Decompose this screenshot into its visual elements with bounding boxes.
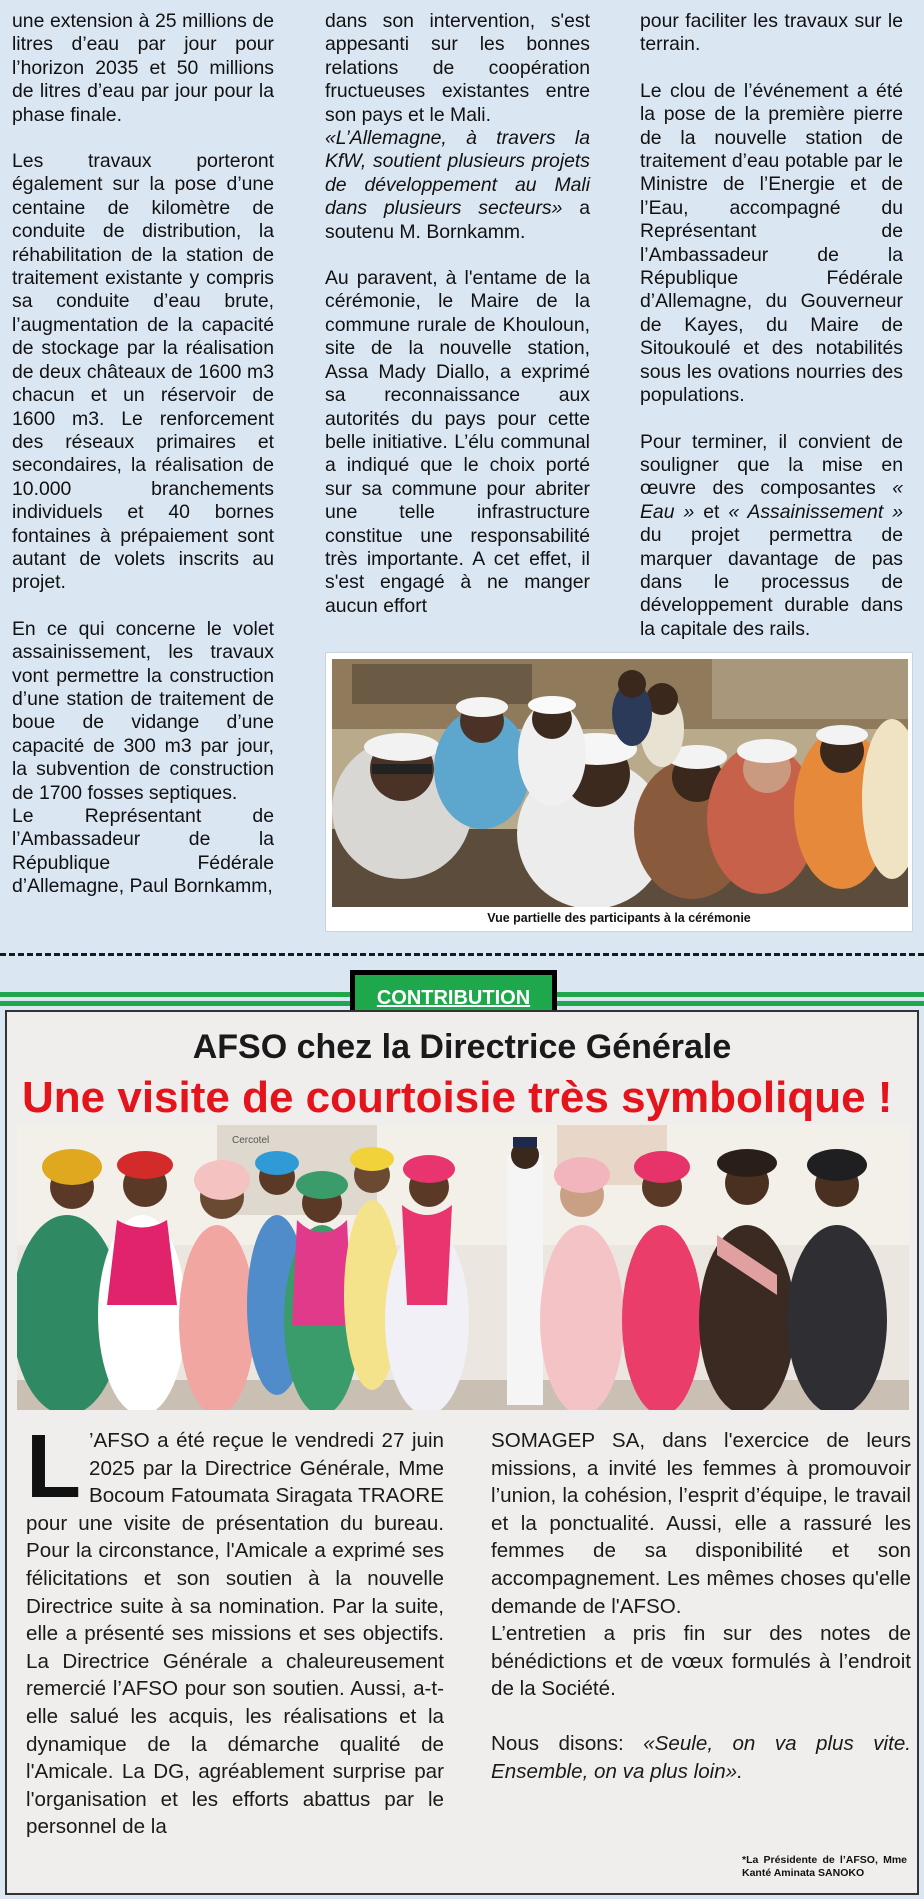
drop-cap: L (26, 1417, 81, 1517)
quote-paragraph (325, 127, 590, 244)
article-column-2 (325, 10, 590, 641)
closing-quote: «Seule, on va plus vite. Ensemble, on va plus loin». (491, 1731, 911, 1783)
group-photo (17, 1125, 909, 1410)
paragraph: En ce qui concerne le volet assainissement, les travaux vont permettre la construction d’une station de traitement de boue de vidange d’une capacité de 300 m3 par jour, la subvention de construction de 1700 fosses septiques. (12, 617, 274, 804)
paragraph: SOMAGEP SA, dans l'exercice de leurs missions, a invité les femmes à promouvoir l’union, la cohésion, l’esprit d’équipe, le travail et la ponctualité. Aussi, elle a rassuré les femmes de sa disponibilité et son accompagnement. Les mêmes choses qu'elle demande de l'AFSO. (491, 1429, 911, 1618)
article-column-1 (26, 1417, 444, 1841)
paragraph: Le clou de l’événement a été la pose de la première pierre de la nouvelle station de traitement d’eau potable par le Ministre de l’Energie et de l’Eau, accompagné du Représentant de l’Ambassadeur de la République Fédérale d’Allemagne, du Gouverneur de Kayes, du Maire de Sitoukoulé et des notabilités sous les ovations nourries des populations. (640, 79, 903, 407)
closing-paragraph: Nous disons: «Seule, on va plus vite. Ensemble, on va plus loin». (491, 1731, 911, 1783)
photo-caption: Vue partielle des participants à la cérémonie (487, 911, 751, 925)
article-column-2 (491, 1427, 911, 1812)
author-signature: *La Présidente de l’AFSO, Mme Kanté Aminata SANOKO (742, 1854, 907, 1879)
article-column-3 (640, 10, 903, 664)
wall-sign-text: Cercotel (232, 1135, 270, 1146)
participants-image (332, 659, 908, 907)
paragraph: Les travaux porteront également sur la pose d’une centaine de kilomètre de conduite de distribution, la réhabilitation de la station de traitement existante y compris sa conduite d’eau brute, l’augmentation de la capacité de stockage par la réalisation de deux châteaux de 1600 m3 chacun et un réservoir de 1600 m3. Le renforcement des réseaux primaires et secondaires, la réalisation de 10.000 branchements individuels et 40 bornes fontaines à prépaiement sont autant de volets inscrits au projet. (12, 150, 274, 594)
contribution-article (5, 1010, 919, 1895)
article-column-1 (12, 10, 274, 899)
ceremony-photo (325, 652, 913, 932)
contribution-tag-label: CONTRIBUTION (355, 975, 552, 1021)
paragraph: ’AFSO a été reçue le vendredi 27 juin 2025 par la Directrice Générale, Mme Bocoum Fatoumata Siragata TRAORE pour une visite de présentation du bureau. Pour la circonstance, l'Amicale a exprimé ses félicitations et son soutien à la nouvelle Directrice suite à sa nomination. Par la suite, elle a présenté ses missions et ses objectifs. La Directrice Générale a chaleureusement remercié l’AFSO pour son soutien. Aussi, a-t-elle salué les acquis, les réalisations et la dynamique de la démarche qualité de l'Amicale. La DG, agréablement surprise par l'organisation et les efforts abattus par le personnel de la (26, 1429, 444, 1839)
quote-attribution: a soutenu M. Bornkamm. (325, 197, 591, 243)
paragraph: une extension à 25 millions de litres d’eau par jour pour l’horizon 2035 et 50 millions de litres d’eau par jour pour la phase finale. (12, 10, 274, 126)
article-headline: Une visite de courtoisie très symbolique ! (22, 1073, 893, 1122)
paragraph: Pour terminer, il convient de souligner que la mise en œuvre des composantes « Eau » et « Assainissement » du projet permettra de marquer davantage de pas dans le processus de développement durable dans la capitale des rails. (640, 430, 903, 640)
paragraph: Au paravent, à l'entame de la cérémonie, le Maire de la commune rurale de Khouloun, site de la nouvelle station, Assa Mady Diallo, a exprimé sa reconnaissance aux autorités du pays pour cette belle initiative. L’élu communal a indiqué que le choix porté sur sa commune pour abriter une telle infrastructure constitue une responsabilité très importante. A cet effet, il s'est engagé à ne manger aucun effort (325, 267, 590, 617)
paragraph: dans son intervention, s'est appesanti sur les bonnes relations de coopération fructueuses existantes entre son pays et le Mali. (325, 10, 590, 126)
paragraph: L’entretien a pris fin sur des notes de bénédictions et de vœux formulés à l’endroit de la Société. (491, 1622, 911, 1701)
paragraph: pour faciliter les travaux sur le terrain. (640, 10, 903, 56)
top-article (0, 0, 924, 940)
section-divider (0, 953, 924, 956)
ambassador-quote: «L’Allemagne, à travers la KfW, soutient plusieurs projets de développement au Mali dans plusieurs secteurs» (325, 127, 590, 220)
paragraph: Le Représentant de l’Ambassadeur de la République Fédérale d’Allemagne, Paul Bornkamm, (12, 805, 274, 898)
article-title: AFSO chez la Directrice Générale (192, 1028, 732, 1066)
